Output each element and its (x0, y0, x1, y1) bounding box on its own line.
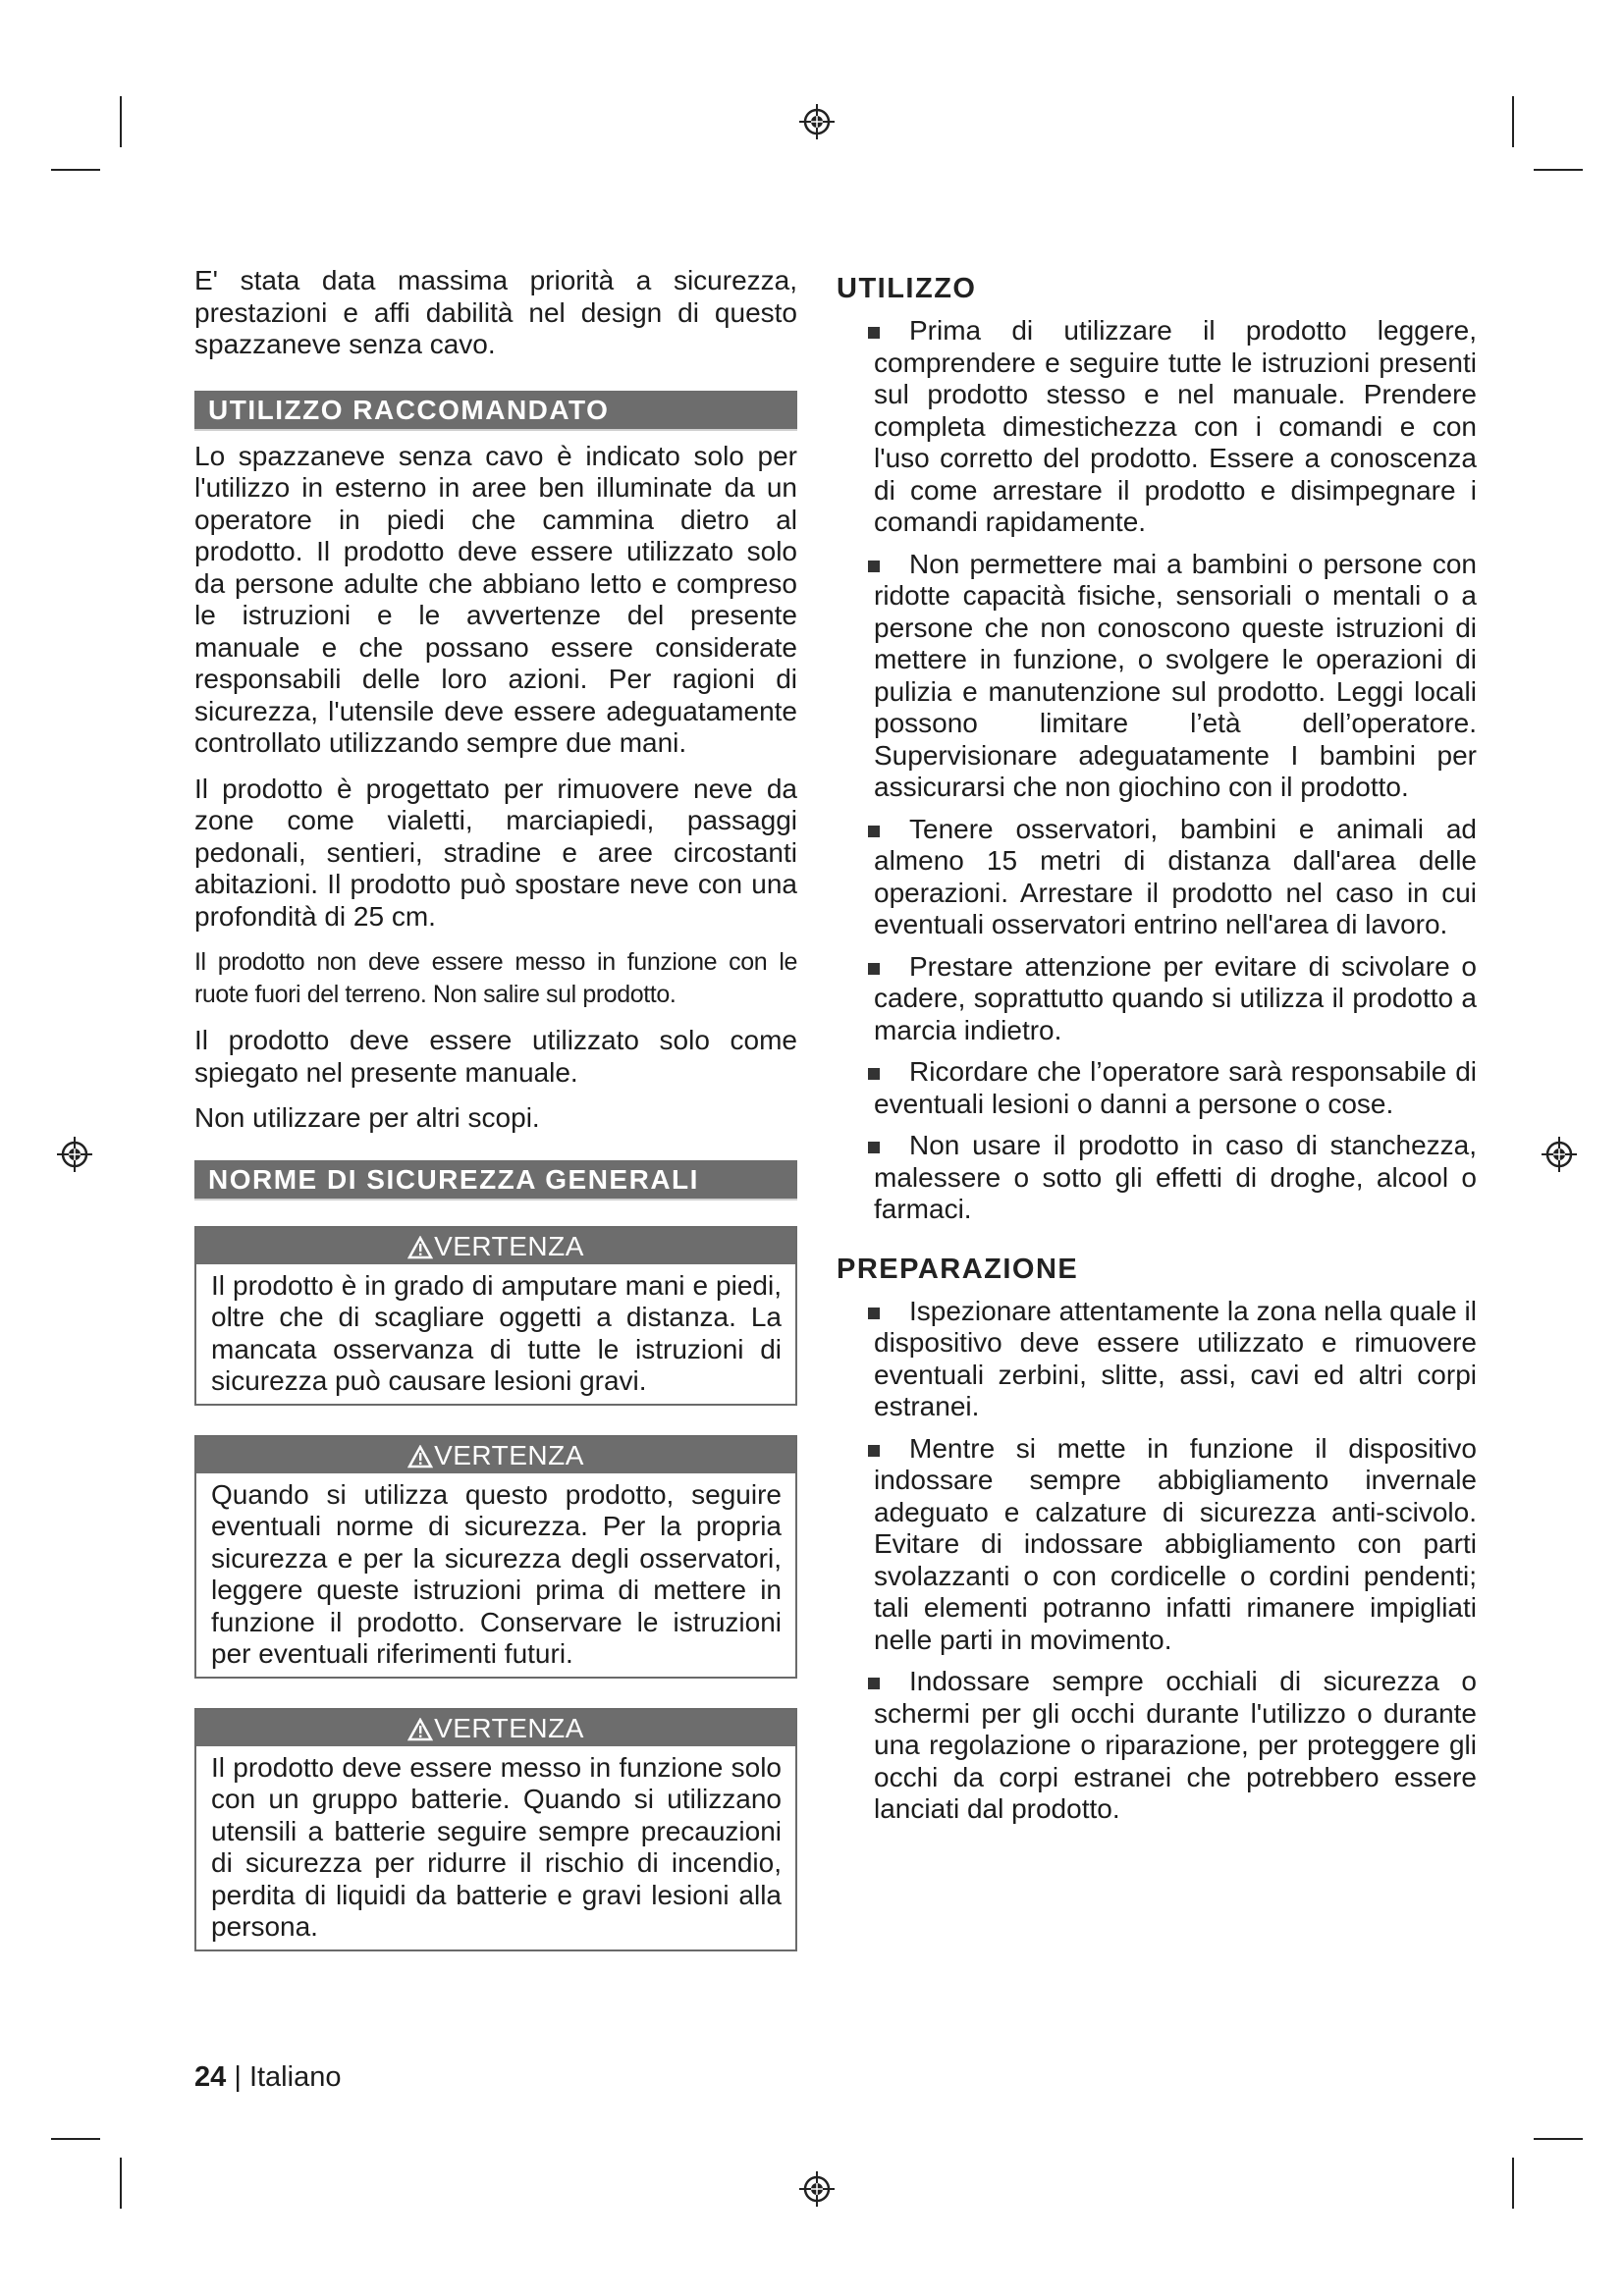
list-item: Indossare sempre occhiali di sicurezza o schermi per gli occhi durante l'utilizzo o durante una regolazione o riparazione, per proteggere gli occhi da corpi estranei che potrebbero essere lanciati dal prodotto. (874, 1666, 1477, 1826)
right-column (837, 265, 1477, 1836)
warning-header (196, 1710, 795, 1746)
list-item: Non permettere mai a bambini o persone con ridotte capacità fisiche, sensoriali o mentali o a persone che non conoscono queste istruzioni di mettere in funzione, o svolgere le operazioni di pulizia e manutenzione sul prodotto. Leggi locali possono limitare l’età dell’operatore. Supervisionare adeguatamente I bambini per assicurarsi che non giochino con il prodotto. (874, 549, 1477, 804)
warning-triangle-icon (407, 1445, 433, 1468)
warning-box (194, 1226, 797, 1406)
recommended-paragraph: Il prodotto deve essere utilizzato solo come spiegato nel presente manuale. (194, 1025, 797, 1088)
warning-text: Il prodotto è in grado di amputare mani e piedi, oltre che di scagliare oggetti a distanza. La mancata osservanza di tutte le istruzioni di sicurezza può causare lesioni gravi. (211, 1269, 782, 1396)
warning-triangle-icon (407, 1718, 433, 1741)
square-bullet-icon (868, 1308, 880, 1319)
usage-heading: UTILIZZO (837, 273, 977, 304)
square-bullet-icon (868, 963, 880, 975)
preparation-heading: PREPARAZIONE (837, 1253, 1079, 1285)
list-item: Prima di utilizzare il prodotto leggere, comprendere e seguire tutte le istruzioni presenti sul prodotto stesso e nel manuale. Prendere completa dimestichezza con i comandi e con l'uso corretto del prodotto. Essere a conoscenza di come arrestare il prodotto e disimpegnare i comandi rapidamente. (874, 315, 1477, 539)
section-title-recommended-use: UTILIZZO RACCOMANDATO (194, 391, 797, 431)
warning-text: Il prodotto deve essere messo in funzione solo con un gruppo batterie. Quando si utilizzano utensili a batterie seguire sempre precauzioni di sicurezza per ridurre il rischio di incendio, perdita di liquidi da batterie e gravi lesioni alla persona. (211, 1751, 782, 1942)
recommended-paragraph: Lo spazzaneve senza cavo è indicato solo per l'utilizzo in esterno in aree ben illuminate da un operatore in piedi che cammina dietro al prodotto. Il prodotto deve essere utilizzato solo da persone adulte che abbiano letto e compreso le istruzioni e le avvertenze del presente manuale e che possano essere considerate responsabili delle loro azioni. Per ragioni di sicurezza, l'utensile deve essere adeguatamente controllato utilizzando sempre due mani. (194, 440, 797, 758)
preparation-list (837, 1296, 1477, 1826)
crosshair-registration-icon (1540, 1135, 1579, 1174)
crop-mark (120, 2158, 122, 2209)
section-title-general-safety: NORME DI SICUREZZA GENERALI (194, 1160, 797, 1201)
crosshair-registration-icon (797, 102, 837, 141)
warning-header (196, 1437, 795, 1473)
square-bullet-icon (868, 1142, 880, 1153)
warning-text: Quando si utilizza questo prodotto, seguire eventuali norme di sicurezza. Per la propria sicurezza e per la sicurezza degli osservatori, leggere queste istruzioni prima di mettere in funzione il prodotto. Conservare le istruzioni per eventuali riferimenti futuri. (211, 1478, 782, 1669)
crop-mark (1534, 169, 1583, 171)
list-item: Non usare il prodotto in caso di stanchezza, malessere o sotto gli effetti di droghe, alcool o farmaci. (874, 1130, 1477, 1226)
page-number: 24 (194, 2061, 227, 2093)
page-footer (194, 2061, 341, 2094)
square-bullet-icon (868, 1678, 880, 1689)
crop-mark (51, 2138, 100, 2140)
square-bullet-icon (868, 561, 880, 572)
usage-list (837, 315, 1477, 1226)
left-column (194, 265, 797, 1951)
warning-box (194, 1708, 797, 1951)
recommended-paragraph: Il prodotto non deve essere messo in funzione con le ruote fuori del terreno. Non salire sul prodotto. (194, 948, 797, 1008)
list-item: Mentre si mette in funzione il dispositivo indossare sempre abbigliamento invernale adeguato e calzature di sicurezza anti-scivolo. Evitare di indossare abbigliamento con parti svolazzanti o con cordicelle o cordini pendenti; tali elementi potranno infatti rimanere impigliati nelle parti in movimento. (874, 1433, 1477, 1657)
warning-header (196, 1228, 795, 1264)
square-bullet-icon (868, 327, 880, 339)
footer-separator: | (234, 2061, 242, 2093)
square-bullet-icon (868, 1068, 880, 1080)
crop-mark (1512, 96, 1514, 147)
square-bullet-icon (868, 1445, 880, 1457)
list-item: Tenere osservatori, bambini e animali ad almeno 15 metri di distanza dall'area delle operazioni. Arrestare il prodotto nel caso in cui eventuali osservatori entrino nell'area di lavoro. (874, 814, 1477, 941)
intro-paragraph: E' stata data massima priorità a sicurezza, prestazioni e affi dabilità nel design di questo spazzaneve senza cavo. (194, 265, 797, 359)
warning-heading: VERTENZA (434, 1439, 584, 1470)
warning-heading: VERTENZA (434, 1230, 584, 1261)
warning-triangle-icon (407, 1236, 433, 1259)
crop-mark (1512, 2158, 1514, 2209)
crop-mark (1534, 2138, 1583, 2140)
list-item: Prestare attenzione per evitare di scivolare o cadere, soprattutto quando si utilizza il prodotto a marcia indietro. (874, 951, 1477, 1047)
recommended-paragraph: Il prodotto è progettato per rimuovere neve da zone come vialetti, marciapiedi, passaggi pedonali, sentieri, stradine e aree circostanti abitazioni. Il prodotto può spostare neve con una profondità di 25 cm. (194, 773, 797, 932)
list-item: Ispezionare attentamente la zona nella quale il dispositivo deve essere utilizzato e rimuovere eventuali zerbini, slitte, assi, cavi ed altri corpi estranei. (874, 1296, 1477, 1423)
list-item: Ricordare che l’operatore sarà responsabile di eventuali lesioni o danni a persone o cose. (874, 1056, 1477, 1120)
crop-mark (120, 96, 122, 147)
crosshair-registration-icon (797, 2169, 837, 2209)
recommended-paragraph: Non utilizzare per altri scopi. (194, 1102, 540, 1133)
crosshair-registration-icon (55, 1135, 94, 1174)
crop-mark (51, 169, 100, 171)
warning-heading: VERTENZA (434, 1712, 584, 1743)
footer-language: Italiano (248, 2061, 342, 2093)
square-bullet-icon (868, 826, 880, 837)
warning-box (194, 1435, 797, 1679)
